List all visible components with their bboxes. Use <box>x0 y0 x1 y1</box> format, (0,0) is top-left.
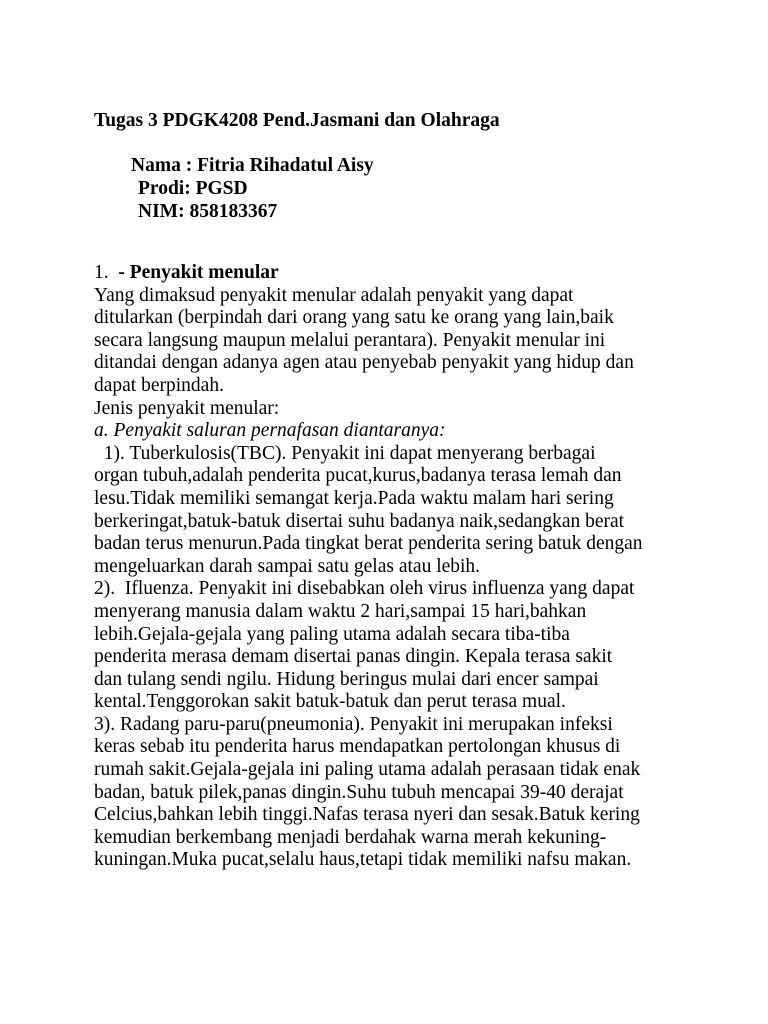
paragraph-line: secara langsung maupun melalui perantara). Penyakit menular ini <box>94 329 606 351</box>
subsection-heading: a. Penyakit saluran pernafasan diantaranya: <box>94 420 446 442</box>
paragraph-line: dan tulang sendi ngilu. Hidung beringus mulai dari encer sampai <box>94 668 599 690</box>
student-nim: NIM: 858183367 <box>138 201 278 222</box>
section-title: - Penyakit menular <box>118 262 279 283</box>
paragraph-line: kuningan.Muka pucat,selalu haus,tetapi tidak memiliki nafsu makan. <box>94 849 632 871</box>
paragraph-line: 2). Ifluenza. Penyakit ini disebabkan oleh virus influenza yang dapat <box>94 578 635 600</box>
student-prodi: Prodi: PGSD <box>138 178 248 199</box>
paragraph-line: lebih.Gejala-gejala yang paling utama adalah secara tiba-tiba <box>94 623 570 645</box>
paragraph-line: penderita merasa demam disertai panas dingin. Kepala terasa sakit <box>94 646 613 668</box>
paragraph-line: 1). Tuberkulosis(TBC). Penyakit ini dapat menyerang berbagai <box>94 442 596 464</box>
paragraph-line: ditandai dengan adanya agen atau penyebab penyakit yang hidup dan <box>94 352 634 374</box>
document-body <box>94 262 684 872</box>
paragraph-line: badan, batuk pilek,panas dingin.Suhu tubuh mencapai 39-40 derajat <box>94 781 624 803</box>
paragraph-line: kental.Tenggorokan sakit batuk-batuk dan perut terasa mual. <box>94 691 566 713</box>
section-heading <box>94 262 684 285</box>
paragraph-line: lesu.Tidak memiliki semangat kerja.Pada waktu malam hari sering <box>94 487 614 509</box>
paragraph-line: rumah sakit.Gejala-gejala ini paling utama adalah perasaan tidak enak <box>94 759 641 781</box>
paragraph-line: Jenis penyakit menular: <box>94 397 280 419</box>
paragraph-line: badan terus menurun.Pada tingkat berat penderita sering batuk dengan <box>94 533 643 555</box>
paragraph-line: keras sebab itu penderita harus mendapatkan pertolongan khusus di <box>94 736 621 758</box>
paragraph-line: menyerang manusia dalam waktu 2 hari,sampai 15 hari,bahkan <box>94 600 587 622</box>
paragraph-line: mengeluarkan darah sampai satu gelas atau lebih. <box>94 555 481 577</box>
paragraph-line: kemudian berkembang menjadi berdahak warna merah kekuning- <box>94 826 607 848</box>
paragraph-line: Celcius,bahkan lebih tinggi.Nafas terasa nyeri dan sesak.Batuk kering <box>94 804 640 826</box>
paragraph-line: 3). Radang paru-paru(pneumonia). Penyakit ini merupakan infeksi <box>94 713 613 735</box>
section-number: 1. <box>94 262 119 283</box>
paragraph-line: dapat berpindah. <box>94 374 224 396</box>
student-name: Nama : Fitria Rihadatul Aisy <box>131 155 374 176</box>
paragraph-line: Yang dimaksud penyakit menular adalah penyakit yang dapat <box>94 284 574 306</box>
document-title: Tugas 3 PDGK4208 Pend.Jasmani dan Olahraga <box>94 110 500 131</box>
paragraph-line: ditularkan (berpindah dari orang yang satu ke orang yang lain,baik <box>94 307 614 329</box>
paragraph-line: organ tubuh,adalah penderita pucat,kurus,badanya terasa lemah dan <box>94 465 622 487</box>
paragraph-line: berkeringat,batuk-batuk disertai suhu badanya naik,sedangkan berat <box>94 510 625 532</box>
